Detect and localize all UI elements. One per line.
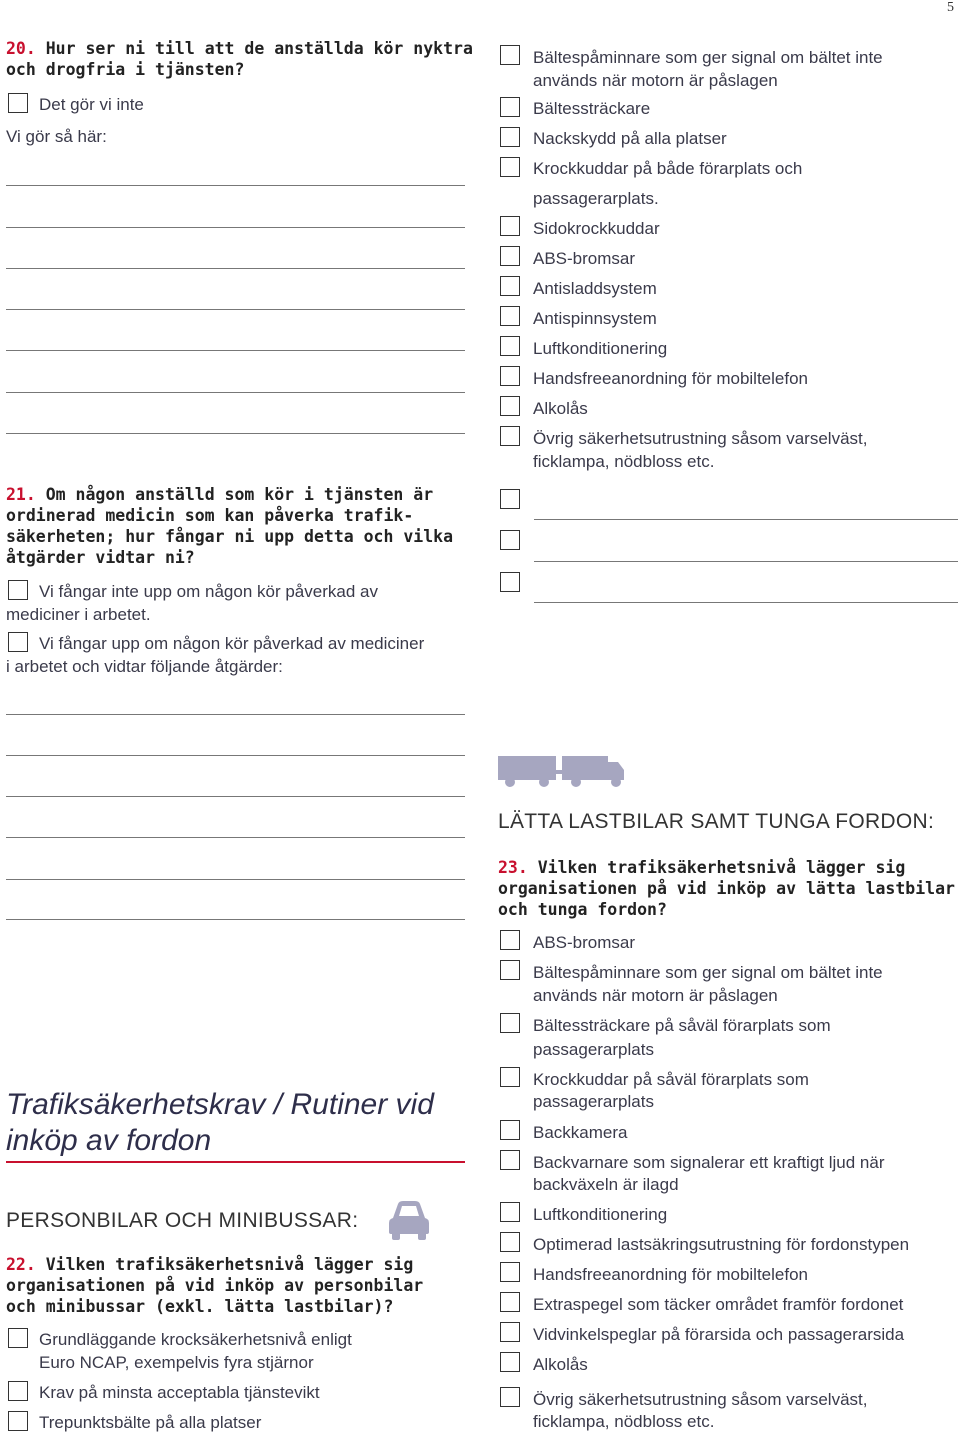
q22-checkbox-antispin[interactable] [500, 306, 520, 326]
q21-option-no-line1: Vi fångar inte upp om någon kör påverkad av [39, 582, 378, 601]
q23-checkbox-front-mirror[interactable] [500, 1292, 520, 1312]
q23-checkbox-handsfree[interactable] [500, 1262, 520, 1282]
section-heading: Trafiksäkerhetskrav / Rutiner vid inköp av fordon [6, 1088, 434, 1157]
q21-option-yes-line1: Vi fångar upp om någon kör påverkad av mediciner [39, 634, 425, 653]
q21-checkbox-no[interactable] [8, 580, 28, 600]
q21-answer-line[interactable] [6, 755, 465, 756]
q23-option-abs: ABS-bromsar [533, 933, 636, 952]
q22-checkbox-ac[interactable] [500, 336, 520, 356]
q23-option-cargo: Optimerad lastsäkringsutrustning för fordonstypen [533, 1235, 910, 1254]
q22-option-tensioner: Bältessträckare [533, 99, 651, 118]
q22-option-belt-reminder-line2: används när motorn är påslagen [533, 71, 778, 90]
q22-option-neck: Nackskydd på alla platser [533, 129, 727, 148]
question-22-title: 22. Vilken trafiksäkerhetsnivå lägger sig organisationen på vid inköp av personbilar och minibussar (exkl. lätta lastbilar)? [6, 1255, 424, 1316]
q22-checkbox-alcolock[interactable] [500, 396, 520, 416]
q22-option-handsfree: Handsfreeanordning för mobiltelefon [533, 369, 809, 388]
q20-answer-line[interactable] [6, 268, 465, 269]
q23-checkbox-abs[interactable] [500, 930, 520, 950]
q22-checkbox-three-point-belt[interactable] [8, 1411, 28, 1431]
q23-option-wide-mirror: Vidvinkelspeglar på förarsida och passagerarsida [533, 1325, 905, 1344]
question-20-title: 20. Hur ser ni till att de anställda kör nyktra och drogfria i tjänsten? [6, 39, 473, 79]
q23-option-reverse-alarm-line1: Backvarnare som signalerar ett kraftigt ljud när [533, 1153, 885, 1172]
q20-answer-line[interactable] [6, 392, 465, 393]
q23-option-other-line1: Övrig säkerhetsutrustning såsom varselväst, [533, 1390, 868, 1409]
q23-option-belt-reminder-line1: Bältespåminnare som ger signal om bältet inte [533, 963, 883, 982]
q22-checkbox-extra[interactable] [500, 572, 520, 592]
trucks-subheading: LÄTTA LASTBILAR SAMT TUNGA FORDON: [498, 810, 935, 833]
q22-option-ac: Luftkonditionering [533, 339, 668, 358]
q23-option-other-line2: ficklampa, nödbloss etc. [533, 1412, 715, 1431]
q21-answer-line[interactable] [6, 837, 465, 838]
q22-extra-answer-line[interactable] [534, 561, 958, 562]
q20-checkbox-no[interactable] [8, 93, 28, 113]
q21-option-no-line2: mediciner i arbetet. [6, 605, 151, 624]
car-icon [385, 1198, 433, 1242]
q22-checkbox-neck[interactable] [500, 127, 520, 147]
q23-checkbox-belt-reminder[interactable] [500, 960, 520, 980]
q22-option-airbags-line2: passagerarplats. [533, 189, 659, 208]
q23-option-belt-reminder-line2: används när motorn är påslagen [533, 986, 778, 1005]
q20-answer-line[interactable] [6, 433, 465, 434]
question-23-title: 23. Vilken trafiksäkerhetsnivå lägger sig organisationen på vid inköp av lätta lastbilar och tunga fordon? [498, 858, 955, 919]
q22-extra-answer-line[interactable] [534, 519, 958, 520]
q22-option-other-line2: ficklampa, nödbloss etc. [533, 452, 715, 471]
q23-checkbox-other[interactable] [500, 1387, 520, 1407]
q21-answer-line[interactable] [6, 714, 465, 715]
q22-option-abs: ABS-bromsar [533, 249, 636, 268]
q23-option-ac: Luftkonditionering [533, 1205, 668, 1224]
q23-option-airbags-line1: Krockkuddar på såväl förarplats som [533, 1070, 809, 1089]
q23-option-front-mirror: Extraspegel som täcker området framför fordonet [533, 1295, 904, 1314]
q23-option-tensioner-line2: passagerarplats [533, 1040, 654, 1059]
q22-option-antispin: Antispinnsystem [533, 309, 657, 328]
section-heading-rule [6, 1161, 465, 1163]
q22-checkbox-airbags[interactable] [500, 157, 520, 177]
q23-checkbox-airbags[interactable] [500, 1067, 520, 1087]
q22-checkbox-extra[interactable] [500, 530, 520, 550]
q23-option-handsfree: Handsfreeanordning för mobiltelefon [533, 1265, 809, 1284]
q22-extra-answer-line[interactable] [534, 602, 958, 603]
q21-answer-line[interactable] [6, 796, 465, 797]
q21-answer-line[interactable] [6, 879, 465, 880]
q22-checkbox-weight[interactable] [8, 1381, 28, 1401]
q23-option-airbags-line2: passagerarplats [533, 1092, 654, 1111]
q23-option-reverse-alarm-line2: backväxeln är ilagd [533, 1175, 679, 1194]
q23-checkbox-camera[interactable] [500, 1120, 520, 1140]
question-22-number: 22. [6, 1255, 36, 1274]
q22-checkbox-belt-reminder[interactable] [500, 45, 520, 65]
q20-option-no: Det gör vi inte [39, 95, 144, 114]
q21-answer-line[interactable] [6, 919, 465, 920]
q22-checkbox-antiskid[interactable] [500, 276, 520, 296]
q22-checkbox-other[interactable] [500, 426, 520, 446]
q22-option-antiskid: Antisladdsystem [533, 279, 657, 298]
q22-checkbox-side-airbags[interactable] [500, 216, 520, 236]
q22-checkbox-tensioner[interactable] [500, 97, 520, 117]
q23-checkbox-reverse-alarm[interactable] [500, 1150, 520, 1170]
q22-option-belt-reminder-line1: Bältespåminnare som ger signal om bältet inte [533, 48, 883, 67]
q20-answer-line[interactable] [6, 185, 465, 186]
question-20-number: 20. [6, 39, 36, 58]
question-23-number: 23. [498, 858, 528, 877]
q21-option-yes-line2: i arbetet och vidtar följande åtgärder: [6, 657, 283, 676]
q22-option-other-line1: Övrig säkerhetsutrustning såsom varselväst, [533, 429, 868, 448]
q23-option-tensioner-line1: Bältessträckare på såväl förarplats som [533, 1016, 831, 1035]
cars-subheading: PERSONBILAR OCH MINIBUSSAR: [6, 1209, 359, 1232]
q23-checkbox-cargo[interactable] [500, 1232, 520, 1252]
q22-option-three-point-belt: Trepunktsbälte på alla platser [39, 1413, 262, 1432]
question-21-number: 21. [6, 485, 36, 504]
q20-how-label: Vi gör så här: [6, 127, 107, 146]
truck-icon [498, 752, 626, 792]
q20-answer-line[interactable] [6, 350, 465, 351]
q23-checkbox-tensioner[interactable] [500, 1013, 520, 1033]
q22-option-airbags-line1: Krockkuddar på både förarplats och [533, 159, 803, 178]
q22-option-euro-ncap-line2: Euro NCAP, exempelvis fyra stjärnor [39, 1353, 314, 1372]
q21-checkbox-yes[interactable] [8, 632, 28, 652]
q22-option-side-airbags: Sidokrockkuddar [533, 219, 660, 238]
q22-option-euro-ncap-line1: Grundläggande krocksäkerhetsnivå enligt [39, 1330, 352, 1349]
q23-checkbox-wide-mirror[interactable] [500, 1322, 520, 1342]
page-number: 5 [947, 0, 954, 15]
q22-checkbox-euro-ncap[interactable] [8, 1328, 28, 1348]
q22-checkbox-handsfree[interactable] [500, 366, 520, 386]
q20-answer-line[interactable] [6, 309, 465, 310]
q23-option-camera: Backkamera [533, 1123, 628, 1142]
q22-checkbox-abs[interactable] [500, 246, 520, 266]
q23-checkbox-ac[interactable] [500, 1202, 520, 1222]
q23-checkbox-alcolock[interactable] [500, 1352, 520, 1372]
q22-checkbox-extra[interactable] [500, 489, 520, 509]
q22-option-weight: Krav på minsta acceptabla tjänstevikt [39, 1383, 320, 1402]
q22-option-alcolock: Alkolås [533, 399, 588, 418]
q20-answer-line[interactable] [6, 227, 465, 228]
question-21-title: 21. Om någon anställd som kör i tjänsten är ordinerad medicin som kan påverka trafik- säkerheten; hur fångar ni upp detta och vilka åtgärder vidtar ni? [6, 485, 454, 567]
q23-option-alcolock: Alkolås [533, 1355, 588, 1374]
